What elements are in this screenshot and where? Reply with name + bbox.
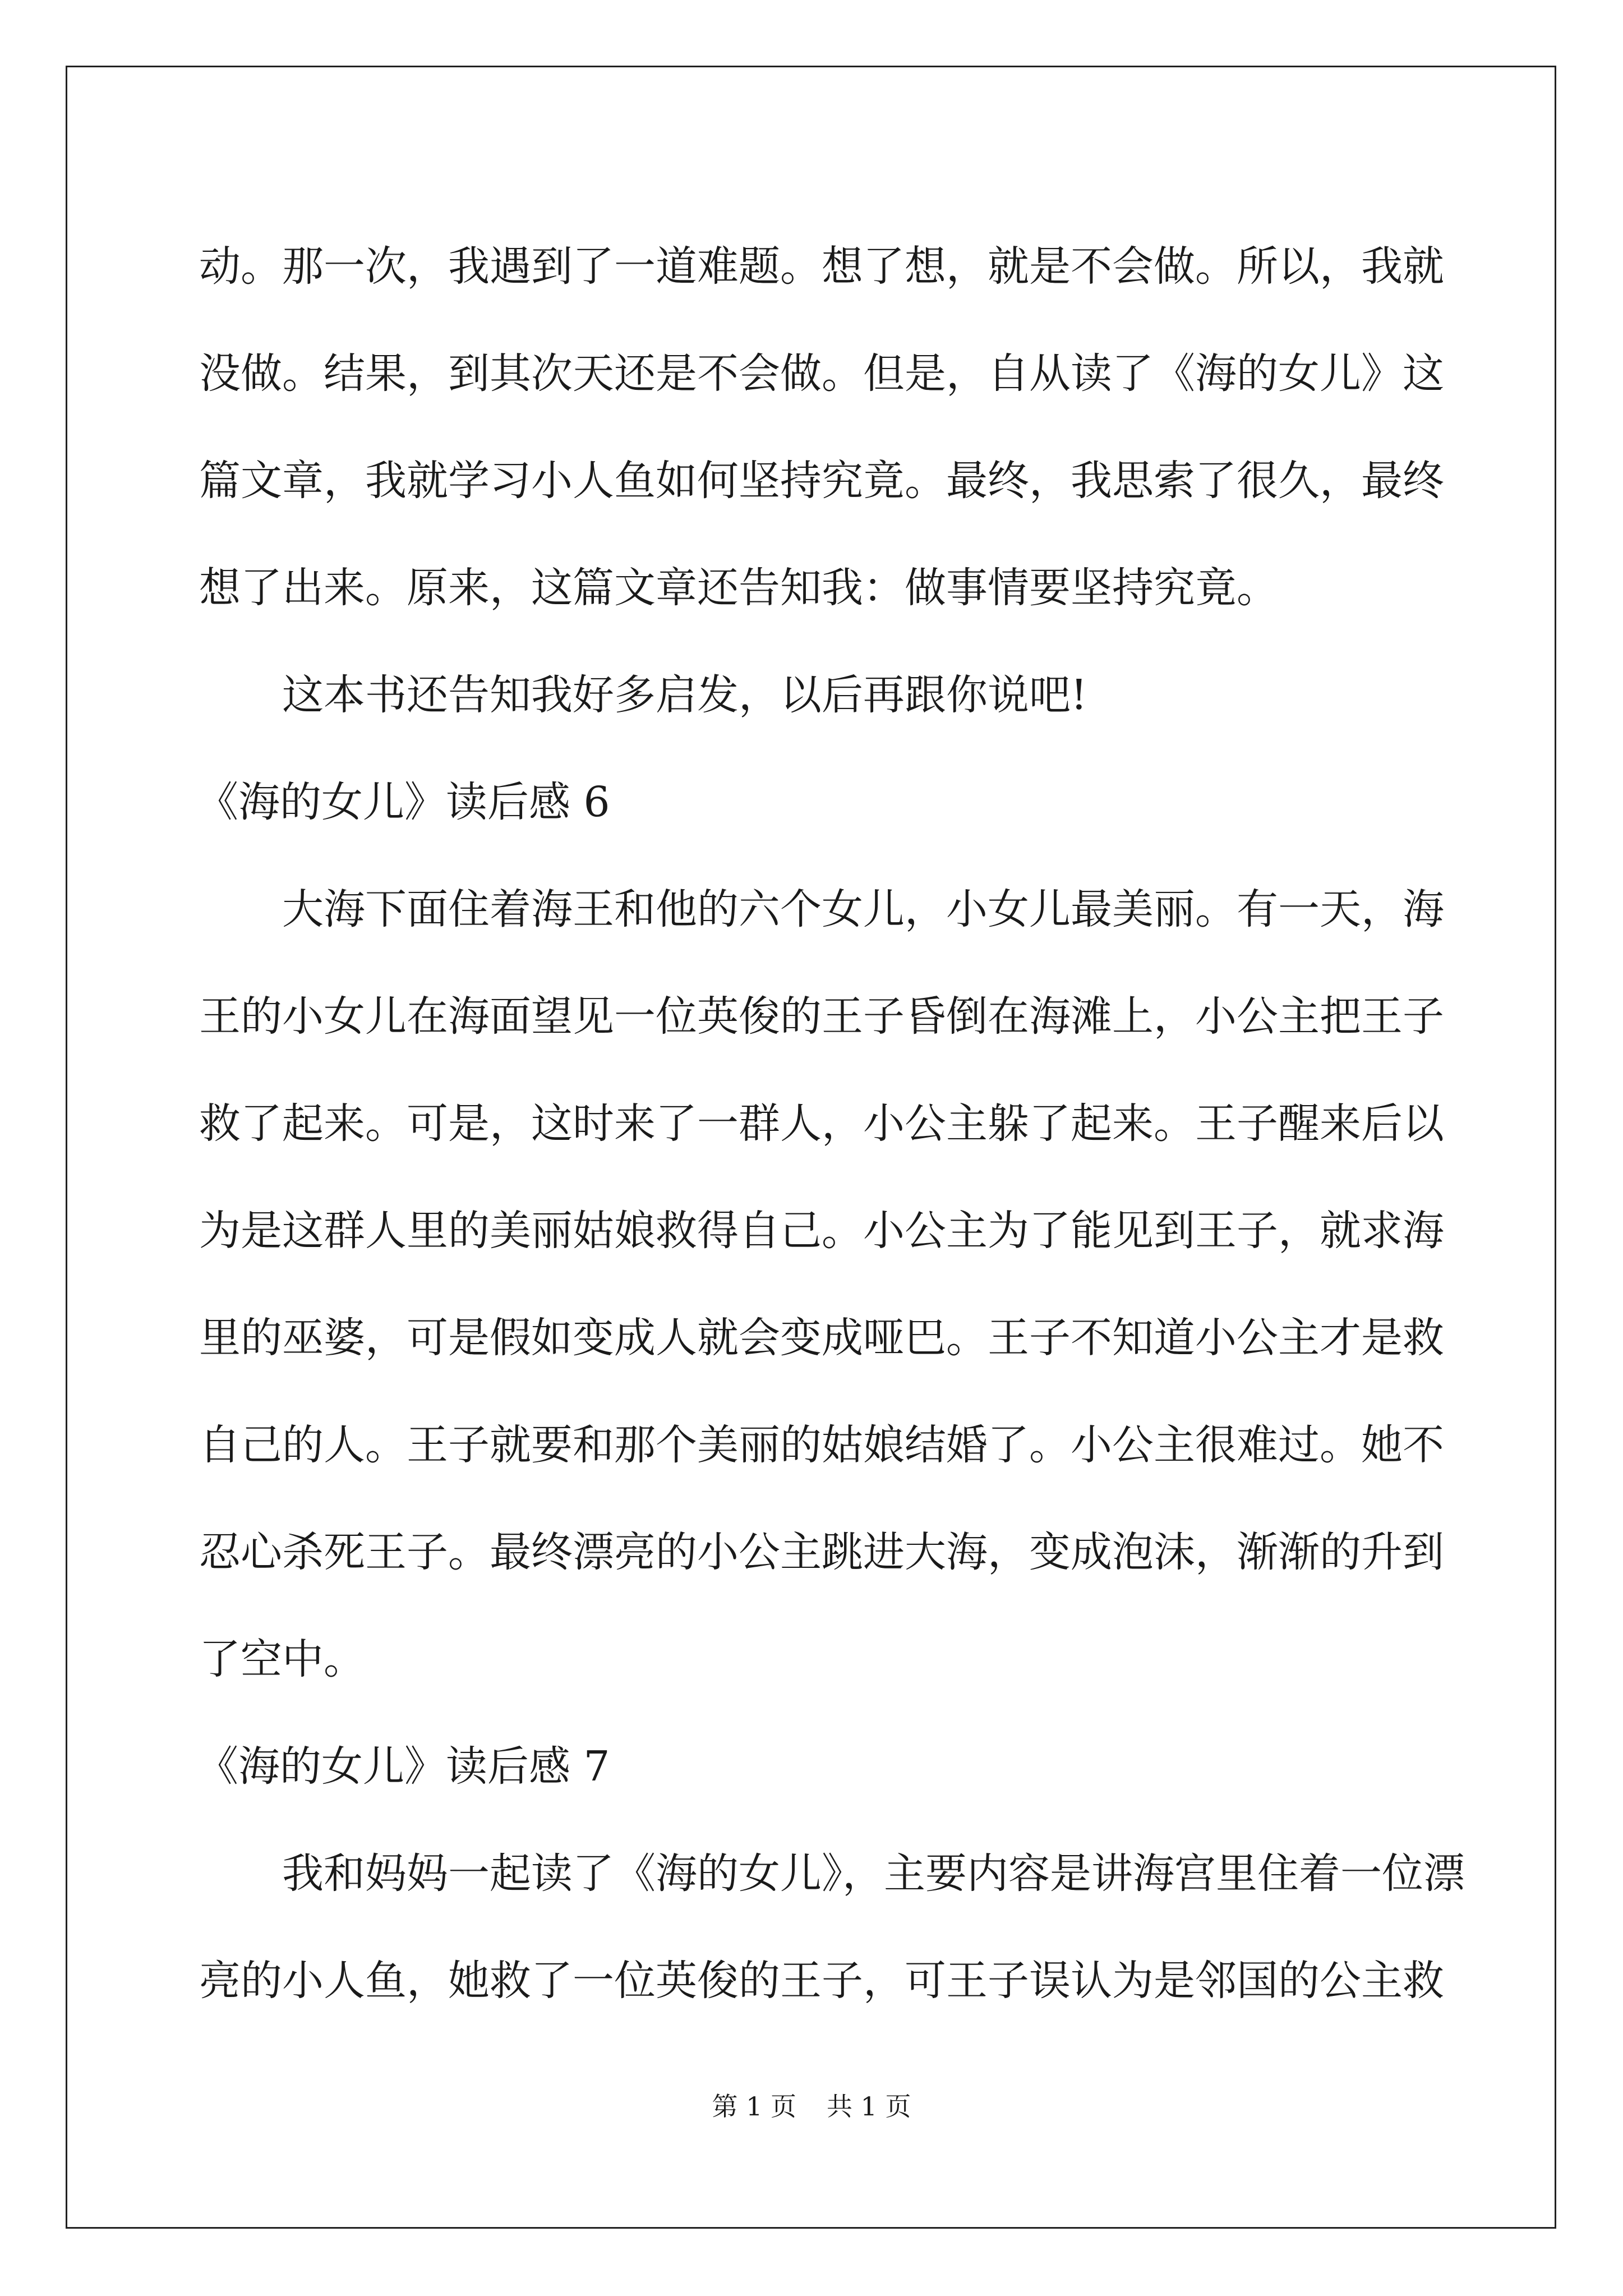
section-heading: 《海的女儿》读后感 7 xyxy=(197,1742,610,1791)
section-heading: 《海的女儿》读后感 6 xyxy=(197,778,610,826)
text-line: 这本书还告知我好多启发，以后再跟你说吧! xyxy=(282,671,1087,719)
text-line: 大海下面住着海王和他的六个女儿，小女儿最美丽。有一天，海 xyxy=(282,885,1444,933)
text-line: 篇文章，我就学习小人鱼如何坚持究竟。最终，我思索了很久，最终 xyxy=(199,457,1444,505)
text-line: 动。那一次，我遇到了一道难题。想了想，就是不会做。所以，我就 xyxy=(199,242,1444,291)
document-body xyxy=(197,213,1465,2035)
text-line: 我和妈妈一起读了《海的女儿》，主要内容是讲海宫里住着一位漂 xyxy=(282,1849,1465,1898)
text-line: 王的小女儿在海面望见一位英俊的王子昏倒在海滩上，小公主把王子 xyxy=(199,992,1444,1041)
text-line: 自己的人。王子就要和那个美丽的姑娘结婚了。小公主很难过。她不 xyxy=(199,1421,1444,1469)
text-line: 救了起来。可是，这时来了一群人，小公主躲了起来。王子醒来后以 xyxy=(199,1099,1444,1148)
text-line: 想了出来。原来，这篇文章还告知我：做事情要坚持究竟。 xyxy=(199,564,1278,612)
page-footer xyxy=(0,2090,1623,2123)
text-line: 里的巫婆，可是假如变成人就会变成哑巴。王子不知道小公主才是救 xyxy=(199,1314,1444,1362)
text-line: 亮的小人鱼，她救了一位英俊的王子，可王子误认为是邻国的公主救 xyxy=(199,1957,1444,2005)
text-line: 忍心杀死王子。最终漂亮的小公主跳进大海，变成泡沫，渐渐的升到 xyxy=(199,1528,1444,1576)
text-line: 没做。结果，到其次天还是不会做。但是，自从读了《海的女儿》这 xyxy=(199,349,1444,398)
page-total: 共 1 页 xyxy=(827,2091,911,2122)
text-line: 了空中。 xyxy=(199,1635,365,1683)
page-number: 第 1 页 xyxy=(712,2091,796,2122)
text-line: 为是这群人里的美丽姑娘救得自己。小公主为了能见到王子，就求海 xyxy=(199,1207,1444,1255)
